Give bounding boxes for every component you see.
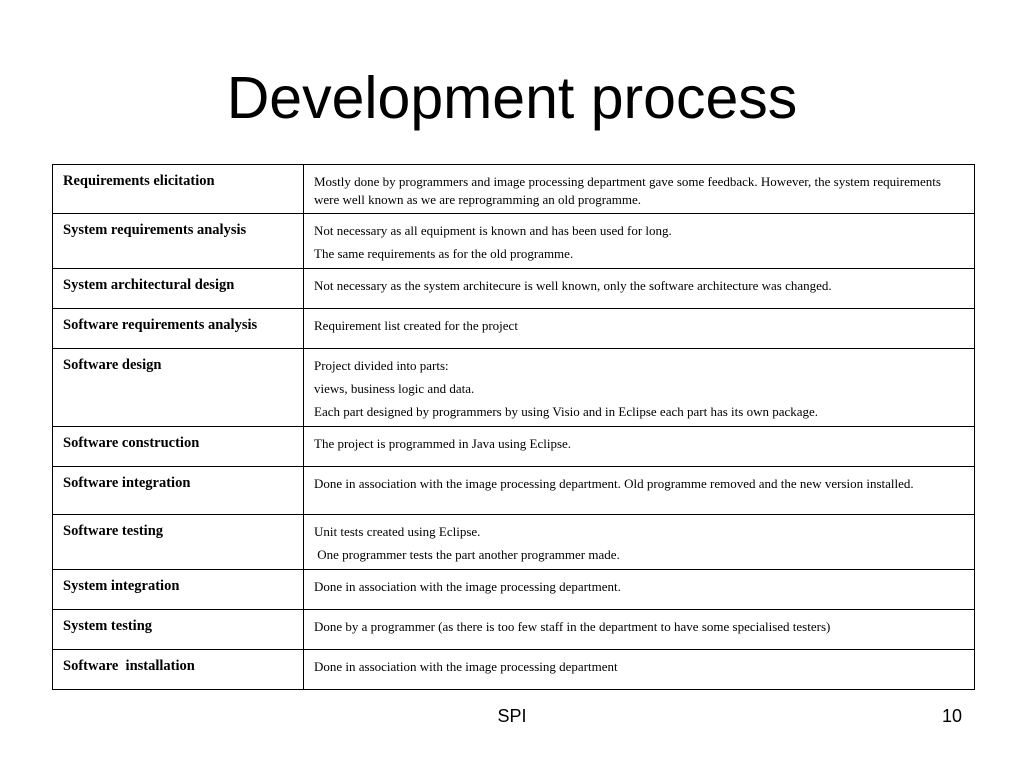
description-line: views, business logic and data. — [314, 381, 475, 396]
description-cell — [304, 165, 975, 214]
table-row — [53, 349, 975, 427]
table-row — [53, 427, 975, 467]
phase-cell: Software installation — [53, 650, 304, 690]
description-line: Project divided into parts: — [314, 358, 449, 373]
slide-title: Development process — [226, 65, 798, 131]
description-cell — [304, 269, 975, 309]
description-line: Done by a programmer (as there is too few staff in the department to have some specialised testers) — [314, 619, 831, 634]
description-line: Requirement list created for the project — [314, 318, 518, 333]
phase-cell: Software testing — [53, 515, 304, 570]
description-cell — [304, 214, 975, 269]
footer-text: SPI — [497, 706, 527, 726]
description-line: The project is programmed in Java using Eclipse. — [314, 436, 572, 451]
phase-cell: Software requirements analysis — [53, 309, 304, 349]
development-process-table — [52, 164, 975, 690]
page-number: 10 — [941, 706, 962, 726]
description-cell — [304, 650, 975, 690]
table-row — [53, 309, 975, 349]
table-row — [53, 269, 975, 309]
description-cell — [304, 515, 975, 570]
phase-cell: Software construction — [53, 427, 304, 467]
description-line: Not necessary as all equipment is known and has been used for long. — [314, 223, 672, 238]
table-row — [53, 214, 975, 269]
phase-cell: Software integration — [53, 467, 304, 515]
phase-cell: System requirements analysis — [53, 214, 304, 269]
table-row — [53, 570, 975, 610]
description-cell — [304, 610, 975, 650]
description-cell — [304, 349, 975, 427]
table-row — [53, 165, 975, 214]
description-line: Not necessary as the system architecure is well known, only the software architecture was changed. — [314, 278, 832, 293]
phase-cell: Requirements elicitation — [53, 165, 304, 214]
description-line: The same requirements as for the old programme. — [314, 246, 574, 261]
description-line: Each part designed by programmers by using Visio and in Eclipse each part has its own package. — [314, 404, 819, 419]
table-row — [53, 467, 975, 515]
table-row — [53, 515, 975, 570]
description-line: Unit tests created using Eclipse. — [314, 524, 481, 539]
description-cell — [304, 309, 975, 349]
table-row — [53, 610, 975, 650]
phase-cell: System integration — [53, 570, 304, 610]
phase-cell: System architectural design — [53, 269, 304, 309]
description-line: Mostly done by programmers and image processing department gave some feedback. However, the system requirements were well known as we are reprogramming an old programme. — [314, 174, 941, 207]
description-line: Done in association with the image processing department. Old programme removed and the new version installed. — [314, 476, 914, 491]
description-line: Done in association with the image processing department. — [314, 579, 621, 594]
description-cell — [304, 467, 975, 515]
phase-cell: System testing — [53, 610, 304, 650]
phase-cell: Software design — [53, 349, 304, 427]
description-line: Done in association with the image processing department — [314, 659, 618, 674]
description-cell — [304, 570, 975, 610]
table-row — [53, 650, 975, 690]
description-line: One programmer tests the part another programmer made. — [314, 547, 620, 562]
description-cell — [304, 427, 975, 467]
